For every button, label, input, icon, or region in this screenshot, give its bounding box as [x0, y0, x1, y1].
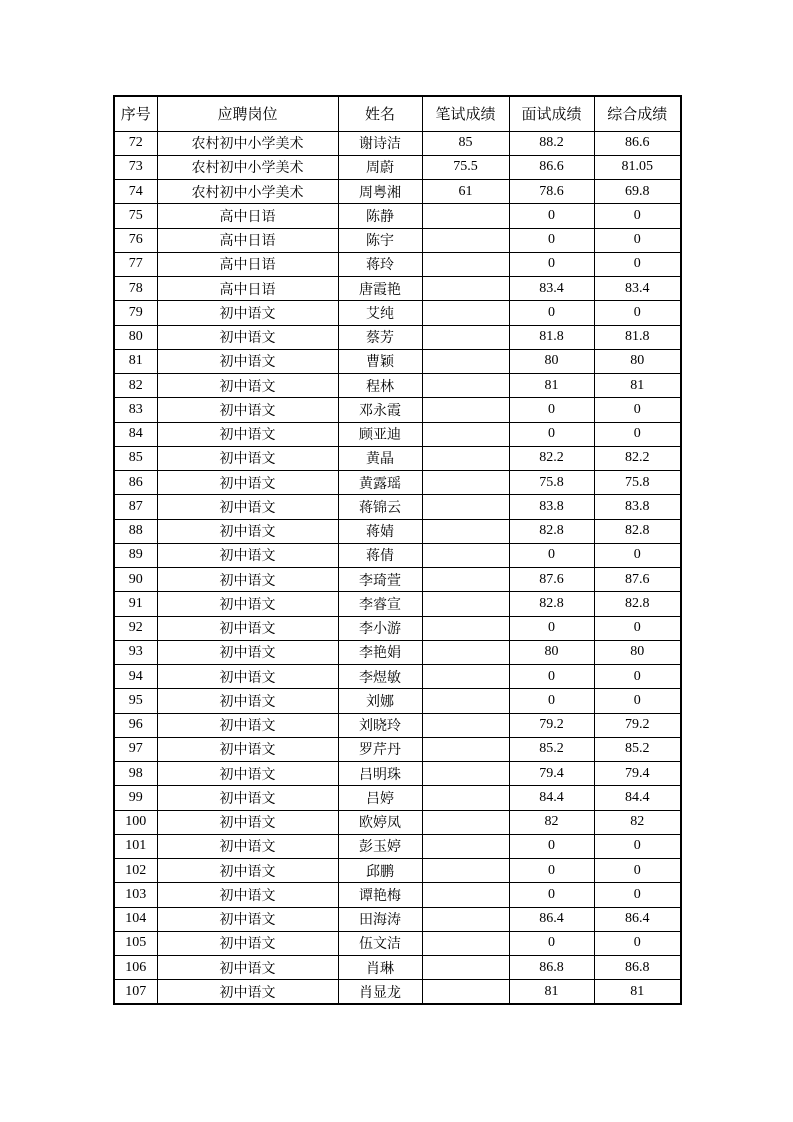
cell-name: 蒋婧	[338, 519, 422, 543]
cell-overall-score: 0	[594, 228, 681, 252]
cell-name: 李艳娟	[338, 640, 422, 664]
cell-position: 农村初中小学美术	[157, 131, 338, 155]
cell-serial-number: 90	[114, 568, 157, 592]
cell-serial-number: 102	[114, 859, 157, 883]
cell-overall-score: 86.6	[594, 131, 681, 155]
cell-name: 邓永霞	[338, 398, 422, 422]
cell-name: 田海涛	[338, 907, 422, 931]
cell-written-score: 75.5	[422, 155, 509, 179]
cell-overall-score: 81	[594, 980, 681, 1004]
cell-overall-score: 83.8	[594, 495, 681, 519]
cell-serial-number: 100	[114, 810, 157, 834]
cell-written-score	[422, 422, 509, 446]
cell-overall-score: 0	[594, 616, 681, 640]
cell-name: 罗芹丹	[338, 737, 422, 761]
cell-interview-score: 0	[509, 228, 594, 252]
table-row	[114, 131, 681, 155]
cell-overall-score: 87.6	[594, 568, 681, 592]
cell-serial-number: 82	[114, 374, 157, 398]
cell-interview-score: 82	[509, 810, 594, 834]
table-row	[114, 907, 681, 931]
results-table	[113, 95, 682, 1005]
cell-serial-number: 93	[114, 640, 157, 664]
cell-serial-number: 87	[114, 495, 157, 519]
cell-position: 农村初中小学美术	[157, 180, 338, 204]
cell-written-score	[422, 640, 509, 664]
cell-overall-score: 83.4	[594, 277, 681, 301]
cell-position: 初中语文	[157, 737, 338, 761]
table-row	[114, 931, 681, 955]
cell-written-score	[422, 592, 509, 616]
cell-interview-score: 0	[509, 616, 594, 640]
table-row	[114, 616, 681, 640]
cell-position: 初中语文	[157, 592, 338, 616]
cell-name: 黄露瑶	[338, 471, 422, 495]
cell-overall-score: 79.2	[594, 713, 681, 737]
cell-interview-score: 79.4	[509, 762, 594, 786]
cell-name: 肖琳	[338, 956, 422, 980]
cell-written-score	[422, 931, 509, 955]
cell-written-score	[422, 713, 509, 737]
table-row	[114, 301, 681, 325]
table-row	[114, 786, 681, 810]
cell-interview-score: 81	[509, 980, 594, 1004]
cell-overall-score: 0	[594, 252, 681, 276]
cell-written-score	[422, 228, 509, 252]
cell-interview-score: 75.8	[509, 471, 594, 495]
table-row	[114, 422, 681, 446]
header-cell-overall-score: 综合成绩	[594, 96, 681, 131]
cell-position: 初中语文	[157, 471, 338, 495]
cell-position: 初中语文	[157, 325, 338, 349]
cell-name: 程林	[338, 374, 422, 398]
cell-overall-score: 82.8	[594, 592, 681, 616]
cell-name: 唐霞艳	[338, 277, 422, 301]
cell-name: 周蔚	[338, 155, 422, 179]
cell-overall-score: 75.8	[594, 471, 681, 495]
table-row	[114, 180, 681, 204]
cell-name: 伍文洁	[338, 931, 422, 955]
cell-written-score	[422, 956, 509, 980]
cell-interview-score: 86.8	[509, 956, 594, 980]
cell-interview-score: 79.2	[509, 713, 594, 737]
cell-serial-number: 78	[114, 277, 157, 301]
cell-interview-score: 80	[509, 640, 594, 664]
cell-overall-score: 0	[594, 931, 681, 955]
table-row	[114, 398, 681, 422]
table-row	[114, 543, 681, 567]
cell-interview-score: 0	[509, 398, 594, 422]
cell-written-score	[422, 907, 509, 931]
table-row	[114, 810, 681, 834]
cell-name: 谢诗洁	[338, 131, 422, 155]
cell-written-score	[422, 374, 509, 398]
cell-written-score	[422, 834, 509, 858]
cell-name: 谭艳梅	[338, 883, 422, 907]
cell-interview-score: 0	[509, 301, 594, 325]
table-row	[114, 859, 681, 883]
cell-serial-number: 92	[114, 616, 157, 640]
cell-position: 初中语文	[157, 762, 338, 786]
cell-serial-number: 83	[114, 398, 157, 422]
cell-interview-score: 0	[509, 543, 594, 567]
cell-position: 初中语文	[157, 543, 338, 567]
cell-written-score: 85	[422, 131, 509, 155]
cell-name: 顾亚迪	[338, 422, 422, 446]
cell-serial-number: 89	[114, 543, 157, 567]
cell-interview-score: 0	[509, 834, 594, 858]
cell-name: 吕婷	[338, 786, 422, 810]
cell-serial-number: 94	[114, 665, 157, 689]
cell-interview-score: 0	[509, 422, 594, 446]
header-cell-written-score: 笔试成绩	[422, 96, 509, 131]
cell-serial-number: 79	[114, 301, 157, 325]
cell-written-score	[422, 543, 509, 567]
cell-written-score	[422, 980, 509, 1004]
cell-interview-score: 83.8	[509, 495, 594, 519]
cell-written-score	[422, 446, 509, 470]
cell-serial-number: 77	[114, 252, 157, 276]
cell-overall-score: 0	[594, 859, 681, 883]
cell-serial-number: 76	[114, 228, 157, 252]
cell-serial-number: 85	[114, 446, 157, 470]
table-row	[114, 689, 681, 713]
cell-interview-score: 87.6	[509, 568, 594, 592]
cell-position: 初中语文	[157, 834, 338, 858]
cell-name: 蒋玲	[338, 252, 422, 276]
cell-written-score	[422, 689, 509, 713]
cell-position: 初中语文	[157, 786, 338, 810]
cell-interview-score: 80	[509, 349, 594, 373]
table-row	[114, 713, 681, 737]
header-cell-serial-number: 序号	[114, 96, 157, 131]
header-cell-position: 应聘岗位	[157, 96, 338, 131]
cell-name: 李琦萱	[338, 568, 422, 592]
table-row	[114, 883, 681, 907]
cell-overall-score: 0	[594, 834, 681, 858]
cell-overall-score: 82.8	[594, 519, 681, 543]
cell-interview-score: 84.4	[509, 786, 594, 810]
cell-position: 高中日语	[157, 228, 338, 252]
cell-name: 李煜敏	[338, 665, 422, 689]
cell-serial-number: 101	[114, 834, 157, 858]
cell-name: 吕明珠	[338, 762, 422, 786]
table-row	[114, 495, 681, 519]
cell-serial-number: 95	[114, 689, 157, 713]
cell-position: 农村初中小学美术	[157, 155, 338, 179]
header-cell-name: 姓名	[338, 96, 422, 131]
cell-serial-number: 75	[114, 204, 157, 228]
table-row	[114, 252, 681, 276]
cell-position: 初中语文	[157, 907, 338, 931]
cell-serial-number: 81	[114, 349, 157, 373]
table-row	[114, 956, 681, 980]
cell-interview-score: 78.6	[509, 180, 594, 204]
cell-position: 初中语文	[157, 519, 338, 543]
table-header-row	[114, 96, 681, 131]
table-row	[114, 446, 681, 470]
cell-position: 初中语文	[157, 422, 338, 446]
table-row	[114, 374, 681, 398]
cell-name: 曹颖	[338, 349, 422, 373]
cell-overall-score: 69.8	[594, 180, 681, 204]
cell-serial-number: 80	[114, 325, 157, 349]
cell-interview-score: 81.8	[509, 325, 594, 349]
table-row	[114, 762, 681, 786]
cell-overall-score: 0	[594, 398, 681, 422]
table-row	[114, 228, 681, 252]
cell-name: 肖显龙	[338, 980, 422, 1004]
cell-interview-score: 0	[509, 252, 594, 276]
cell-interview-score: 0	[509, 859, 594, 883]
cell-overall-score: 0	[594, 883, 681, 907]
table-row	[114, 325, 681, 349]
table-row	[114, 155, 681, 179]
cell-name: 蔡芳	[338, 325, 422, 349]
cell-serial-number: 88	[114, 519, 157, 543]
cell-overall-score: 0	[594, 689, 681, 713]
cell-name: 刘娜	[338, 689, 422, 713]
cell-name: 黄晶	[338, 446, 422, 470]
cell-written-score	[422, 616, 509, 640]
cell-overall-score: 0	[594, 665, 681, 689]
cell-overall-score: 80	[594, 640, 681, 664]
cell-position: 初中语文	[157, 810, 338, 834]
cell-interview-score: 83.4	[509, 277, 594, 301]
cell-position: 初中语文	[157, 398, 338, 422]
cell-position: 高中日语	[157, 204, 338, 228]
cell-written-score	[422, 665, 509, 689]
table-row	[114, 568, 681, 592]
cell-serial-number: 84	[114, 422, 157, 446]
cell-position: 初中语文	[157, 713, 338, 737]
table-row	[114, 277, 681, 301]
cell-position: 高中日语	[157, 277, 338, 301]
cell-serial-number: 99	[114, 786, 157, 810]
cell-serial-number: 105	[114, 931, 157, 955]
cell-position: 初中语文	[157, 495, 338, 519]
table-body	[114, 131, 681, 1004]
cell-name: 李睿宣	[338, 592, 422, 616]
cell-name: 蒋倩	[338, 543, 422, 567]
cell-interview-score: 81	[509, 374, 594, 398]
cell-overall-score: 84.4	[594, 786, 681, 810]
cell-name: 艾纯	[338, 301, 422, 325]
cell-interview-score: 0	[509, 689, 594, 713]
cell-position: 初中语文	[157, 349, 338, 373]
cell-name: 彭玉婷	[338, 834, 422, 858]
cell-serial-number: 97	[114, 737, 157, 761]
cell-overall-score: 82	[594, 810, 681, 834]
cell-written-score	[422, 325, 509, 349]
cell-written-score	[422, 762, 509, 786]
cell-overall-score: 0	[594, 204, 681, 228]
cell-serial-number: 103	[114, 883, 157, 907]
cell-written-score	[422, 471, 509, 495]
table-row	[114, 980, 681, 1004]
cell-written-score	[422, 859, 509, 883]
cell-name: 陈静	[338, 204, 422, 228]
table-row	[114, 640, 681, 664]
cell-written-score	[422, 568, 509, 592]
cell-serial-number: 73	[114, 155, 157, 179]
cell-name: 蒋锦云	[338, 495, 422, 519]
cell-overall-score: 86.4	[594, 907, 681, 931]
cell-serial-number: 98	[114, 762, 157, 786]
cell-written-score	[422, 301, 509, 325]
cell-interview-score: 82.8	[509, 519, 594, 543]
cell-serial-number: 104	[114, 907, 157, 931]
cell-name: 欧婷凤	[338, 810, 422, 834]
cell-name: 邱鹏	[338, 859, 422, 883]
table-row	[114, 471, 681, 495]
cell-interview-score: 86.4	[509, 907, 594, 931]
cell-overall-score: 80	[594, 349, 681, 373]
cell-position: 初中语文	[157, 956, 338, 980]
cell-position: 初中语文	[157, 931, 338, 955]
cell-position: 初中语文	[157, 568, 338, 592]
cell-serial-number: 107	[114, 980, 157, 1004]
cell-overall-score: 0	[594, 301, 681, 325]
cell-overall-score: 81.05	[594, 155, 681, 179]
cell-name: 刘晓玲	[338, 713, 422, 737]
cell-serial-number: 86	[114, 471, 157, 495]
cell-position: 初中语文	[157, 980, 338, 1004]
cell-overall-score: 0	[594, 422, 681, 446]
cell-name: 李小游	[338, 616, 422, 640]
cell-position: 初中语文	[157, 446, 338, 470]
table-row	[114, 349, 681, 373]
cell-position: 高中日语	[157, 252, 338, 276]
cell-serial-number: 96	[114, 713, 157, 737]
cell-overall-score: 82.2	[594, 446, 681, 470]
cell-interview-score: 85.2	[509, 737, 594, 761]
cell-position: 初中语文	[157, 689, 338, 713]
cell-overall-score: 86.8	[594, 956, 681, 980]
table-row	[114, 737, 681, 761]
cell-written-score: 61	[422, 180, 509, 204]
cell-written-score	[422, 204, 509, 228]
table-row	[114, 665, 681, 689]
cell-written-score	[422, 349, 509, 373]
cell-interview-score: 86.6	[509, 155, 594, 179]
cell-interview-score: 0	[509, 204, 594, 228]
table-row	[114, 834, 681, 858]
cell-written-score	[422, 398, 509, 422]
cell-position: 初中语文	[157, 616, 338, 640]
cell-position: 初中语文	[157, 859, 338, 883]
cell-position: 初中语文	[157, 301, 338, 325]
cell-written-score	[422, 252, 509, 276]
cell-serial-number: 106	[114, 956, 157, 980]
cell-written-score	[422, 883, 509, 907]
cell-serial-number: 74	[114, 180, 157, 204]
cell-serial-number: 72	[114, 131, 157, 155]
cell-interview-score: 88.2	[509, 131, 594, 155]
cell-written-score	[422, 786, 509, 810]
cell-serial-number: 91	[114, 592, 157, 616]
cell-interview-score: 82.8	[509, 592, 594, 616]
cell-name: 周粤湘	[338, 180, 422, 204]
cell-written-score	[422, 495, 509, 519]
cell-position: 初中语文	[157, 883, 338, 907]
cell-interview-score: 82.2	[509, 446, 594, 470]
header-cell-interview-score: 面试成绩	[509, 96, 594, 131]
cell-overall-score: 85.2	[594, 737, 681, 761]
cell-interview-score: 0	[509, 665, 594, 689]
cell-overall-score: 0	[594, 543, 681, 567]
cell-overall-score: 79.4	[594, 762, 681, 786]
cell-position: 初中语文	[157, 665, 338, 689]
cell-overall-score: 81.8	[594, 325, 681, 349]
cell-written-score	[422, 810, 509, 834]
cell-name: 陈宇	[338, 228, 422, 252]
cell-written-score	[422, 277, 509, 301]
cell-position: 初中语文	[157, 640, 338, 664]
cell-written-score	[422, 519, 509, 543]
cell-written-score	[422, 737, 509, 761]
cell-overall-score: 81	[594, 374, 681, 398]
cell-position: 初中语文	[157, 374, 338, 398]
table-row	[114, 204, 681, 228]
table-row	[114, 592, 681, 616]
cell-interview-score: 0	[509, 883, 594, 907]
table-row	[114, 519, 681, 543]
cell-interview-score: 0	[509, 931, 594, 955]
